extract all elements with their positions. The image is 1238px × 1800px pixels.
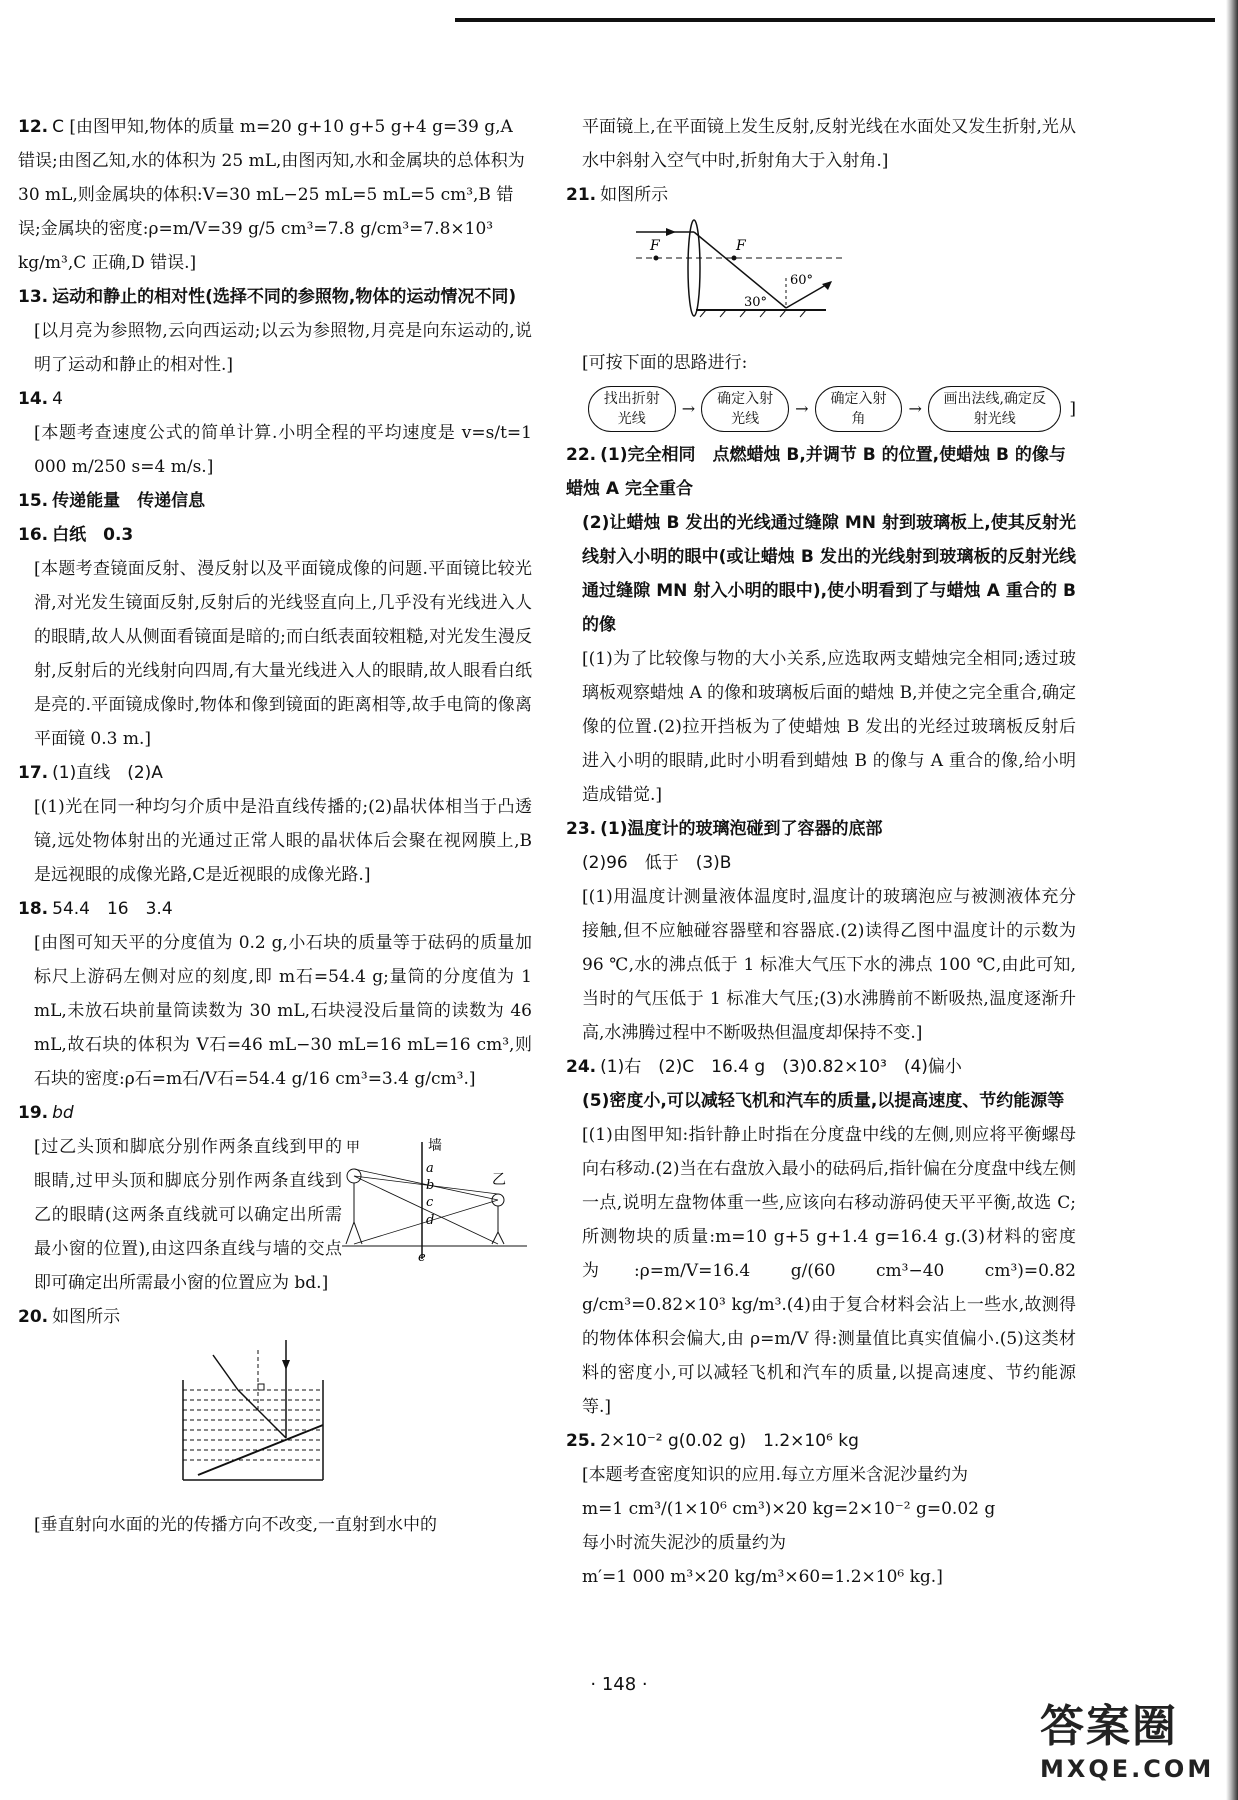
refracted-ray <box>213 1355 238 1390</box>
page-edge-shadow <box>1226 0 1238 1800</box>
question-number: 23. <box>566 819 597 839</box>
arrow-icon <box>282 1360 290 1370</box>
explanation: [本题考查速度公式的简单计算.小明全程的平均速度是 v=s/t=1 000 m/250 s=4 m/s.] <box>34 423 532 477</box>
answer-21 <box>566 178 1076 432</box>
arrow-icon <box>822 281 832 290</box>
answer-text: 传递能量 传递信息 <box>52 491 206 511</box>
reflected-ray <box>238 1390 286 1438</box>
answer-20 <box>18 1300 532 1542</box>
mirror-hatch <box>740 310 746 317</box>
angle-label: 60° <box>790 273 814 288</box>
point-a: a <box>426 1161 434 1176</box>
watermark-text: MXQE.COM <box>1040 1755 1215 1783</box>
person-jia-leg <box>354 1222 362 1244</box>
angle-label: 30° <box>744 295 768 310</box>
page-number: · 148 · <box>590 1674 648 1695</box>
focus-label: F <box>650 238 660 254</box>
answer-text-2: (5)密度小,可以减轻飞机和汽车的质量,以提高速度、节约能源等 <box>582 1091 1065 1111</box>
explanation: 每小时流失泥沙的质量约为 <box>582 1533 786 1553</box>
person-jia-leg <box>346 1222 354 1244</box>
answer-text-2: (2)让蜡烛 B 发出的光线通过缝隙 MN 射到玻璃板上,使其反射光线射入小明的眼中(或让蜡烛 B 发出的光线射到玻璃板的反射光线通过缝隙 MN 射入小明的眼中),使小明看到了与蜡烛 A 重合的 B 的像 <box>582 513 1076 635</box>
answer-text: 4 <box>52 389 63 409</box>
flow-step: 找出折射光线 <box>588 386 676 432</box>
answer-12 <box>18 110 532 280</box>
site-watermark-logo <box>1040 1700 1220 1795</box>
answer-text: bd <box>52 1103 74 1123</box>
question-number: 25. <box>566 1431 597 1451</box>
question-number: 21. <box>566 185 597 205</box>
explanation: [本题考查镜面反射、漫反射以及平面镜成像的问题.平面镜比较光滑,对光发生镜面反射,反射后的光线竖直向上,几乎没有光线进入人的眼睛,故人从侧面看镜面是暗的;而白纸表面较粗糙,对光发生漫反射,反射后的光线射向四周,有大量光线进入人的眼睛,故人眼看白纸是亮的.平面镜成像时,物体和像到镜面的距离相等,故手电筒的像离平面镜 0.3 m.] <box>34 559 532 749</box>
explanation: [过乙头顶和脚底分别作两条直线到甲的眼睛,过甲头顶和脚底分别作两条直线到乙的眼睛(这两条直线就可以确定出所需最小窗的位置),由这四条直线与墙的交点即可确定出所需最小窗的位置应为 bd.] <box>34 1137 342 1293</box>
point-c: c <box>426 1195 434 1210</box>
question-number: 18. <box>18 899 49 919</box>
bracket-close: ] <box>1069 399 1076 419</box>
answer-text: 54.4 16 3.4 <box>52 899 173 919</box>
right-column <box>566 110 1076 1594</box>
answer-19 <box>18 1096 532 1300</box>
explanation: [以月亮为参照物,云向西运动;以云为参照物,月亮是向东运动的,说明了运动和静止的相对性.] <box>34 321 532 375</box>
answer-22 <box>566 438 1076 812</box>
point-e: e <box>418 1250 426 1264</box>
focus-point <box>654 256 659 261</box>
answer-text: (1)完全相同 点燃蜡烛 B,并调节 B 的位置,使蜡烛 B 的像与蜡烛 A 完全重合 <box>566 445 1066 499</box>
point-b: b <box>426 1178 435 1193</box>
person-yi-label: 乙 <box>492 1172 506 1188</box>
explanation: [(1)用温度计测量液体温度时,温度计的玻璃泡应与被测液体充分接触,但不应触碰容器壁和容器底.(2)读得乙图中温度计的示数为 96 ℃,水的沸点低于 1 标准大气压下水的沸点 100 ℃,由此可知,当时的气压低于 1 标准大气压;(3)水沸腾前不断吸热,温度逐渐升高,水沸腾过程中不断吸热但温度却保持不变.] <box>582 887 1076 1043</box>
explanation-formula: m=1 cm³/(1×10⁶ cm³)×20 kg=2×10⁻² g=0.02 g <box>582 1499 996 1519</box>
flow-step: 确定入射角 <box>815 386 903 432</box>
answer-text: (1)温度计的玻璃泡碰到了容器的底部 <box>600 819 883 839</box>
explanation: [(1)为了比较像与物的大小关系,应选取两支蜡烛完全相同;透过玻璃板观察蜡烛 A 的像和玻璃板后面的蜡烛 B,并使之完全重合,确定像的位置.(2)拉开挡板为了使蜡烛 B 发出的光经过玻璃板反射后进入小明的眼睛,此时小明看到蜡烛 B 的像与 A 重合的像,给小明造成错觉.] <box>582 649 1076 805</box>
person-yi-leg <box>498 1232 504 1244</box>
lens-mirror-figure <box>636 218 856 328</box>
question-number: 17. <box>18 763 49 783</box>
mirror-hatch <box>760 310 766 317</box>
answer-text: 运动和静止的相对性(选择不同的参照物,物体的运动情况不同) <box>52 287 517 307</box>
mirror-hatch <box>720 310 726 317</box>
answer-25 <box>566 1424 1076 1594</box>
answer-text: C <box>52 117 64 137</box>
answer-24 <box>566 1050 1076 1424</box>
watermark-text: 答案圈 <box>1040 1701 1178 1752</box>
answer-text: 如图所示 <box>600 185 669 205</box>
question-number: 16. <box>18 525 49 545</box>
explanation: [(1)光在同一种均匀介质中是沿直线传播的;(2)晶状体相当于凸透镜,远处物体射出的光通过正常人眼的晶状体后会聚在视网膜上,B是远视眼的成像光路,C是近视眼的成像光路.] <box>34 797 532 885</box>
convex-lens <box>688 220 700 316</box>
point-d: d <box>426 1213 435 1228</box>
explanation: [可按下面的思路进行: <box>582 353 748 373</box>
explanation: [垂直射向水面的光的传播方向不改变,一直射到水中的 <box>34 1515 438 1535</box>
question-number: 20. <box>18 1307 49 1327</box>
focus-point <box>732 256 737 261</box>
arrow-right-icon: → <box>908 399 922 418</box>
question-number: 12. <box>18 117 49 137</box>
answer-18 <box>18 892 532 1096</box>
answer-16 <box>18 518 532 756</box>
question-number: 19. <box>18 1103 49 1123</box>
answer-14 <box>18 382 532 484</box>
question-number: 22. <box>566 445 597 465</box>
question-number: 13. <box>18 287 49 307</box>
answer-text: 2×10⁻² g(0.02 g) 1.2×10⁶ kg <box>600 1431 859 1451</box>
left-column <box>18 110 532 1542</box>
header-rule <box>455 18 1215 22</box>
answer-text: 如图所示 <box>52 1307 121 1327</box>
explanation: [由图甲知,物体的质量 m=20 g+10 g+5 g+4 g=39 g,A 错误;由图乙知,水的体积为 25 mL,由图丙知,水和金属块的总体积为 30 mL,则金属块的体积:V=30 mL−25 mL=5 mL=5 cm³,B 错误;金属块的密度:ρ=m/V=39 g/5 cm³=7.8 g/cm³=7.8×10³ kg/m³,C 正确,D 错误.] <box>18 117 525 273</box>
answer-17 <box>18 756 532 892</box>
answer-text: (1)右 (2)C 16.4 g (3)0.82×10³ (4)偏小 <box>600 1057 962 1077</box>
flow-chart <box>588 386 1076 432</box>
answer-15 <box>18 484 532 518</box>
answer-23 <box>566 812 1076 1050</box>
mirror-hatch <box>780 310 786 317</box>
focus-label: F <box>736 238 746 254</box>
mirror-hatch <box>800 310 806 317</box>
right-angle-mark <box>258 1384 264 1390</box>
arrow-right-icon: → <box>795 399 809 418</box>
answer-text-2: (2)96 低于 (3)B <box>582 853 732 873</box>
explanation: [(1)由图甲知:指针静止时指在分度盘中线的左侧,则应将平衡螺母向右移动.(2)当在右盘放入最小的砝码后,指针偏在分度盘中线左侧一点,说明左盘物体重一些,应该向右移动游码使天平平衡,故选 C;所测物块的质量:m=10 g+5 g+1.4 g=16.4 g.(3)材料的密度为:ρ=m/V=16.4 g/(60 cm³−40 cm³)=0.82 g/cm³=0.82×10³ kg/m³.(4)由于复合材料会沾上一些水,故测得的物体体积会偏大,由 ρ=m/V 得:测量值比真实值偏小.(5)这类材料的密度小,可以减轻飞机和汽车的质量,以提高速度、节约能源等.] <box>582 1125 1076 1417</box>
answer-13 <box>18 280 532 382</box>
answer-text: (1)直线 (2)A <box>52 763 163 783</box>
explanation: [本题考查密度知识的应用.每立方厘米含泥沙量约为 <box>582 1465 969 1485</box>
explanation-formula: m′=1 000 m³×20 kg/m³×60=1.2×10⁶ kg.] <box>582 1567 943 1587</box>
person-jia-label: 甲 <box>346 1140 360 1156</box>
mirror-hatch <box>700 310 706 317</box>
arrow-icon <box>666 228 676 236</box>
mirror-window-figure <box>342 1134 532 1264</box>
question-number: 15. <box>18 491 49 511</box>
explanation-continued: 平面镜上,在平面镜上发生反射,反射光线在水面处又发生折射,光从水中斜射入空气中时,折射角大于入射角.] <box>582 117 1076 171</box>
explanation: [由图可知天平的分度值为 0.2 g,小石块的质量等于砝码的质量加标尺上游码左侧对应的刻度,即 m石=54.4 g;量筒的分度值为 1 mL,未放石块前量筒读数为 30 mL,石块浸没后量筒的读数为 46 mL,故石块的体积为 V石=46 mL−30 mL=16 mL=16 cm³,则石块的密度:ρ石=m石/V石=54.4 g/16 cm³=3.4 g/cm³.] <box>34 933 532 1089</box>
question-number: 24. <box>566 1057 597 1077</box>
arrow-right-icon: → <box>681 399 696 418</box>
flow-step: 画出法线,确定反射光线 <box>928 386 1061 432</box>
answer-text: 白纸 0.3 <box>52 525 134 545</box>
question-number: 14. <box>18 389 49 409</box>
flow-step: 确定入射光线 <box>701 386 789 432</box>
water-mirror-figure <box>178 1340 328 1490</box>
wall-label: 墙 <box>428 1138 442 1154</box>
